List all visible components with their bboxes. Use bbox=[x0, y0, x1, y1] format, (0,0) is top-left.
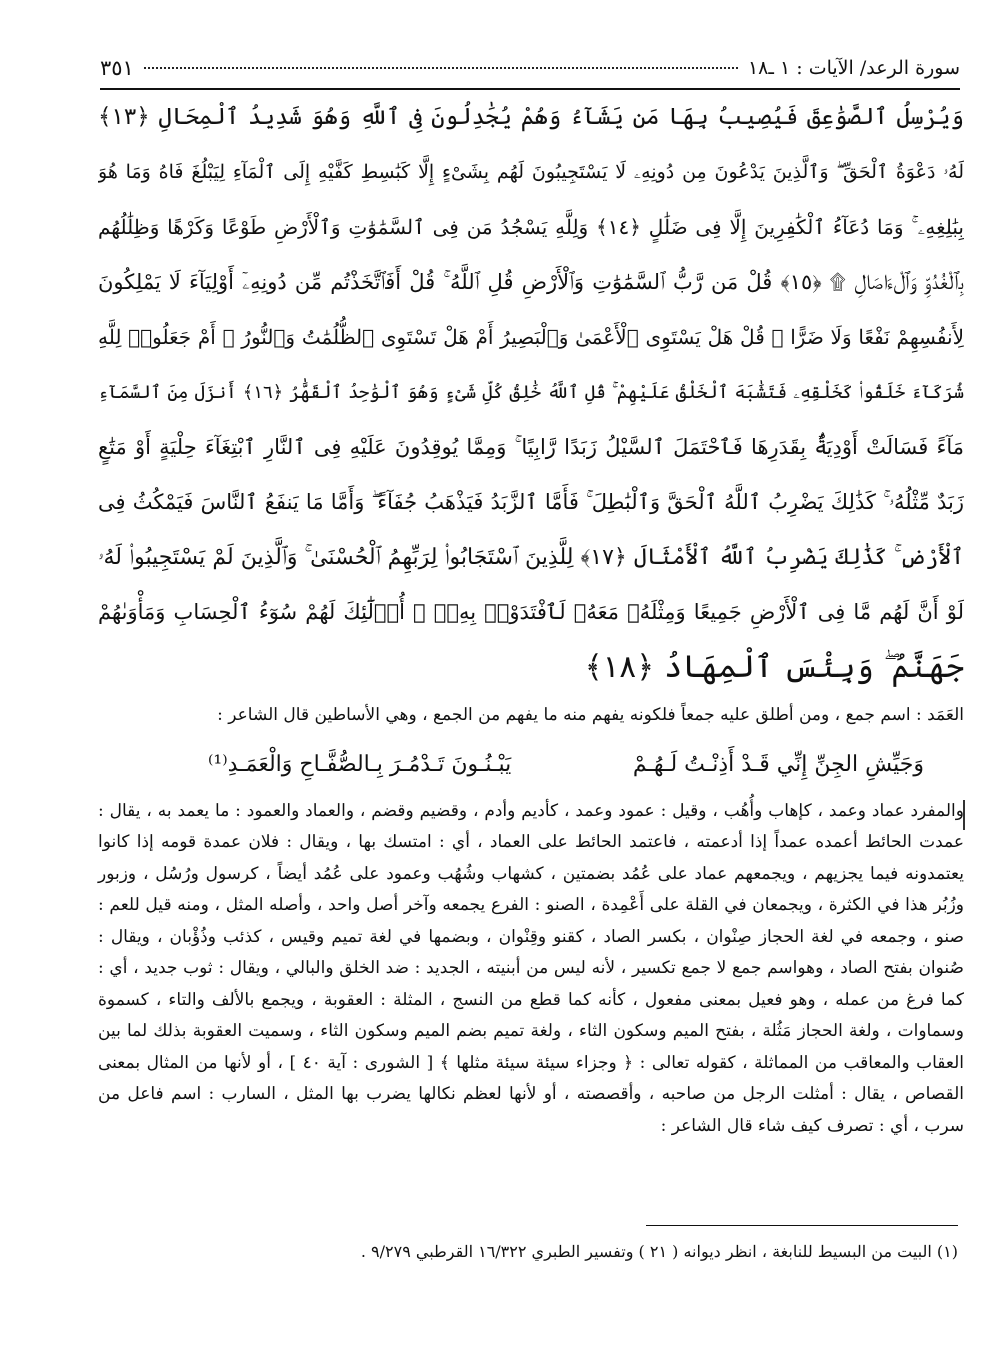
page-number: ٣٥١ bbox=[100, 56, 134, 80]
quran-line: بِبَٰلِغِهِۦ ۚ وَمَا دُعَآءُ ٱلْكَٰفِرِينَ إِلَّا فِى ضَلَٰلٍ ﴿١٤﴾ وَلِلَّهِ يَسْجُدُ مَن فِى ٱلسَّمَٰوَٰتِ وَٱلْأَرْضِ طَوْعًا وَكَرْهًا وَظِلَٰلُهُم bbox=[98, 215, 964, 239]
chapter-title: سورة الرعد/ الآيات : ١ ـ١٨ bbox=[747, 57, 960, 79]
tafsir-intro: العَمَد : اسم جمع ، ومن أطلق عليه جمعاً فلكونه يفهم منه ما يفهم من الجمع ، وهي الأساطين قال الشاعر : bbox=[217, 705, 964, 725]
tafsir-commentary bbox=[98, 700, 964, 1142]
poetry-verse bbox=[98, 734, 964, 796]
margin-mark bbox=[963, 800, 965, 830]
quran-line: بِٱلْغُدُوِّ وَٱلْءَاصَالِ ۩ ﴿١٥﴾ قُلْ مَن رَّبُّ ٱلسَّمَٰوَٰتِ وَٱلْأَرْضِ قُلِ ٱللَّهُ ۚ قُلْ أَفَٱتَّخَذْتُم مِّن دُونِهِۦٓ أَوْلِيَآءَ لَا يَمْلِكُونَ bbox=[98, 270, 964, 294]
quran-line: زَبَدٌ مِّثْلُهُۥ ۚ كَذَٰلِكَ يَضْرِبُ ٱللَّهُ ٱلْحَقَّ وَٱلْبَٰطِلَ ۚ فَأَمَّا ٱلزَّبَدُ فَيَذْهَبُ جُفَآءً ۖ وَأَمَّا مَا يَنفَعُ ٱلنَّاسَ فَيَمْكُثُ فِى bbox=[98, 490, 964, 514]
quran-line: جَهَنَّمُ ۖ وَبِئْسَ ٱلْمِهَادُ ﴿١٨﴾ bbox=[584, 649, 964, 685]
quran-line: لَهُۥ دَعْوَةُ ٱلْحَقِّ ۖ وَٱلَّذِينَ يَدْعُونَ مِن دُونِهِۦ لَا يَسْتَجِيبُونَ لَهُم بِشَىْءٍ إِلَّا كَبَٰسِطِ كَفَّيْهِ إِلَى ٱلْمَآءِ لِيَبْلُغَ فَاهُ وَمَا هُوَ bbox=[98, 161, 964, 183]
quran-line: لِأَنفُسِهِمْ نَفْعًا وَلَا ضَرًّا ۚ قُلْ هَلْ يَسْتَوِى ٱلْأَعْمَىٰ وَٱلْبَصِيرُ أَمْ هَلْ تَسْتَوِى ٱلظُّلُمَٰتُ وَٱلنُّورُ ۗ أَمْ جَعَلُوا۟ لِلَّهِ bbox=[98, 325, 964, 349]
quran-line: ٱلْأَرْضِ ۚ كَذَٰلِكَ يَضْرِبُ ٱللَّهُ ٱلْأَمْثَالَ ﴿١٧﴾ لِلَّذِينَ ٱسْتَجَابُوا۟ لِرَبِّهِمُ ٱلْحُسْنَىٰ ۚ وَٱلَّذِينَ لَمْ يَسْتَجِيبُوا۟ لَهُۥ bbox=[98, 545, 964, 570]
tafsir-body: والمفرد عماد وعمد ، كإهاب وأُهُب ، وقيل : عمود وعمد ، كأديم وأدم ، وقضيم وقضم ، والعماد والعمود : ما يعمد به ، يقال : عمدت الحائط أعمده عمداً إذا أدعمته ، فاعتمد الحائط على العماد ، أي : امتسك بها ، ويقال : فلان عمدة قومه إذا كانوا يعتمدونه فيما يجزيهم ، ويجمعهم عماد على عُمُد بضمتين ، كشهاب وشُهُب وعمود على عُمُد أيضاً ، كرسول ورُسُل ، وزبور وزُبُر هذا في الكثرة ، ويجمعان في القلة على أَعْمِدة ، الصنو : الفرع يجمعه وآخر أصل واحد ، وأصله المثل ، ومنه قيل للعم : صنو ، وجمعه في لغة الحجاز صِنْوان ، بكسر الصاد ، كقنو وقِنْوان ، وبضمها في لغة تميم وقيس ، كذئب وذُؤْبان ، ويقال : صُنوان بفتح الصاد ، وهواسم جمع لا جمع تكسير ، لأنه ليس من أبنيته ، الجديد : ضد الخلق والبالي ، ويقال : ثوب جديد ، أي : كما فرغ من عمله ، وهو فعيل بمعنى مفعول ، كأنه كما قطع من النسج ، المثلة : العقوبة ، ويجمع بالألف والتاء ، كسموة وسماوات ، ولغة الحجاز مَثُلة ، بفتح الميم وسكون الثاء ، ولغة تميم بضم الميم وسكون الثاء ، وسميت العقوبة بذلك لما بين العقاب والمعاقب من المماثلة ، كقوله تعالى : ﴿ وجزاء سيئة سيئة مثلها ﴾ [ الشورى : آية ٤٠ ] ، أو لأنها من المثال بمعنى القصاص ، يقال : أمثلت الرجل من صاحبه ، وأقصصته ، أو لأنها لعظم نكالها يضرب بها المثل ، السارب : اسم فاعل من سرب ، أي : تصرف كيف شاء قال الشاعر : bbox=[98, 800, 965, 1136]
verse-first-hemistich: وَجَيِّشِ الجِنِّ إِنِّي قَـدْ أَذِنْـتُ لَـهُـمْ bbox=[632, 751, 924, 777]
quran-line: مَآءً فَسَالَتْ أَوْدِيَةٌۢ بِقَدَرِهَا فَٱحْتَمَلَ ٱلسَّيْلُ زَبَدًا رَّابِيًا ۚ وَمِمَّا يُوقِدُونَ عَلَيْهِ فِى ٱلنَّارِ ٱبْتِغَآءَ حِلْيَةٍ أَوْ مَتَٰعٍ bbox=[98, 435, 964, 459]
quran-verses bbox=[98, 90, 964, 685]
footnote-rule bbox=[646, 1225, 958, 1226]
footnote: (١) البيت من البسيط للنابغة ، انظر ديوانه ( ٢١ ) وتفسير الطبري ١٦/٣٢٢ القرطبي ٩/٢٧٩ . bbox=[360, 1242, 958, 1261]
verse-second-hemistich: يَبْـنُـونَ تَـدْمُـرَ بِـالصُّفَّـاحِ وَالْعَمَـدِ⁽¹⁾ bbox=[208, 751, 512, 777]
page-header bbox=[100, 48, 960, 88]
quran-line: لَوْ أَنَّ لَهُم مَّا فِى ٱلْأَرْضِ جَمِيعًا وَمِثْلَهُۥ مَعَهُۥ لَٱفْتَدَوْا۟ بِهِۦٓ ۚ أُو۟لَٰٓئِكَ لَهُمْ سُوٓءُ ٱلْحِسَابِ وَمَأْوَىٰهُمْ bbox=[98, 600, 964, 624]
quran-line: شُرَكَآءَ خَلَقُوا۟ كَخَلْقِهِۦ فَتَشَٰبَهَ ٱلْخَلْقُ عَلَيْهِمْ ۚ قُلِ ٱللَّهُ خَٰلِقُ كُلِّ شَىْءٍ وَهُوَ ٱلْوَٰحِدُ ٱلْقَهَّٰرُ ﴿١٦﴾ أَنزَلَ مِنَ ٱلسَّمَآءِ bbox=[98, 382, 964, 403]
quran-line: وَيُرْسِلُ ٱلصَّوَٰعِقَ فَيُصِيبُ بِهَا مَن يَشَآءُ وَهُمْ يُجَٰدِلُونَ فِى ٱللَّهِ وَهُوَ شَدِيدُ ٱلْمِحَالِ ﴿١٣﴾ bbox=[98, 104, 964, 130]
header-dot-leader bbox=[144, 67, 738, 69]
